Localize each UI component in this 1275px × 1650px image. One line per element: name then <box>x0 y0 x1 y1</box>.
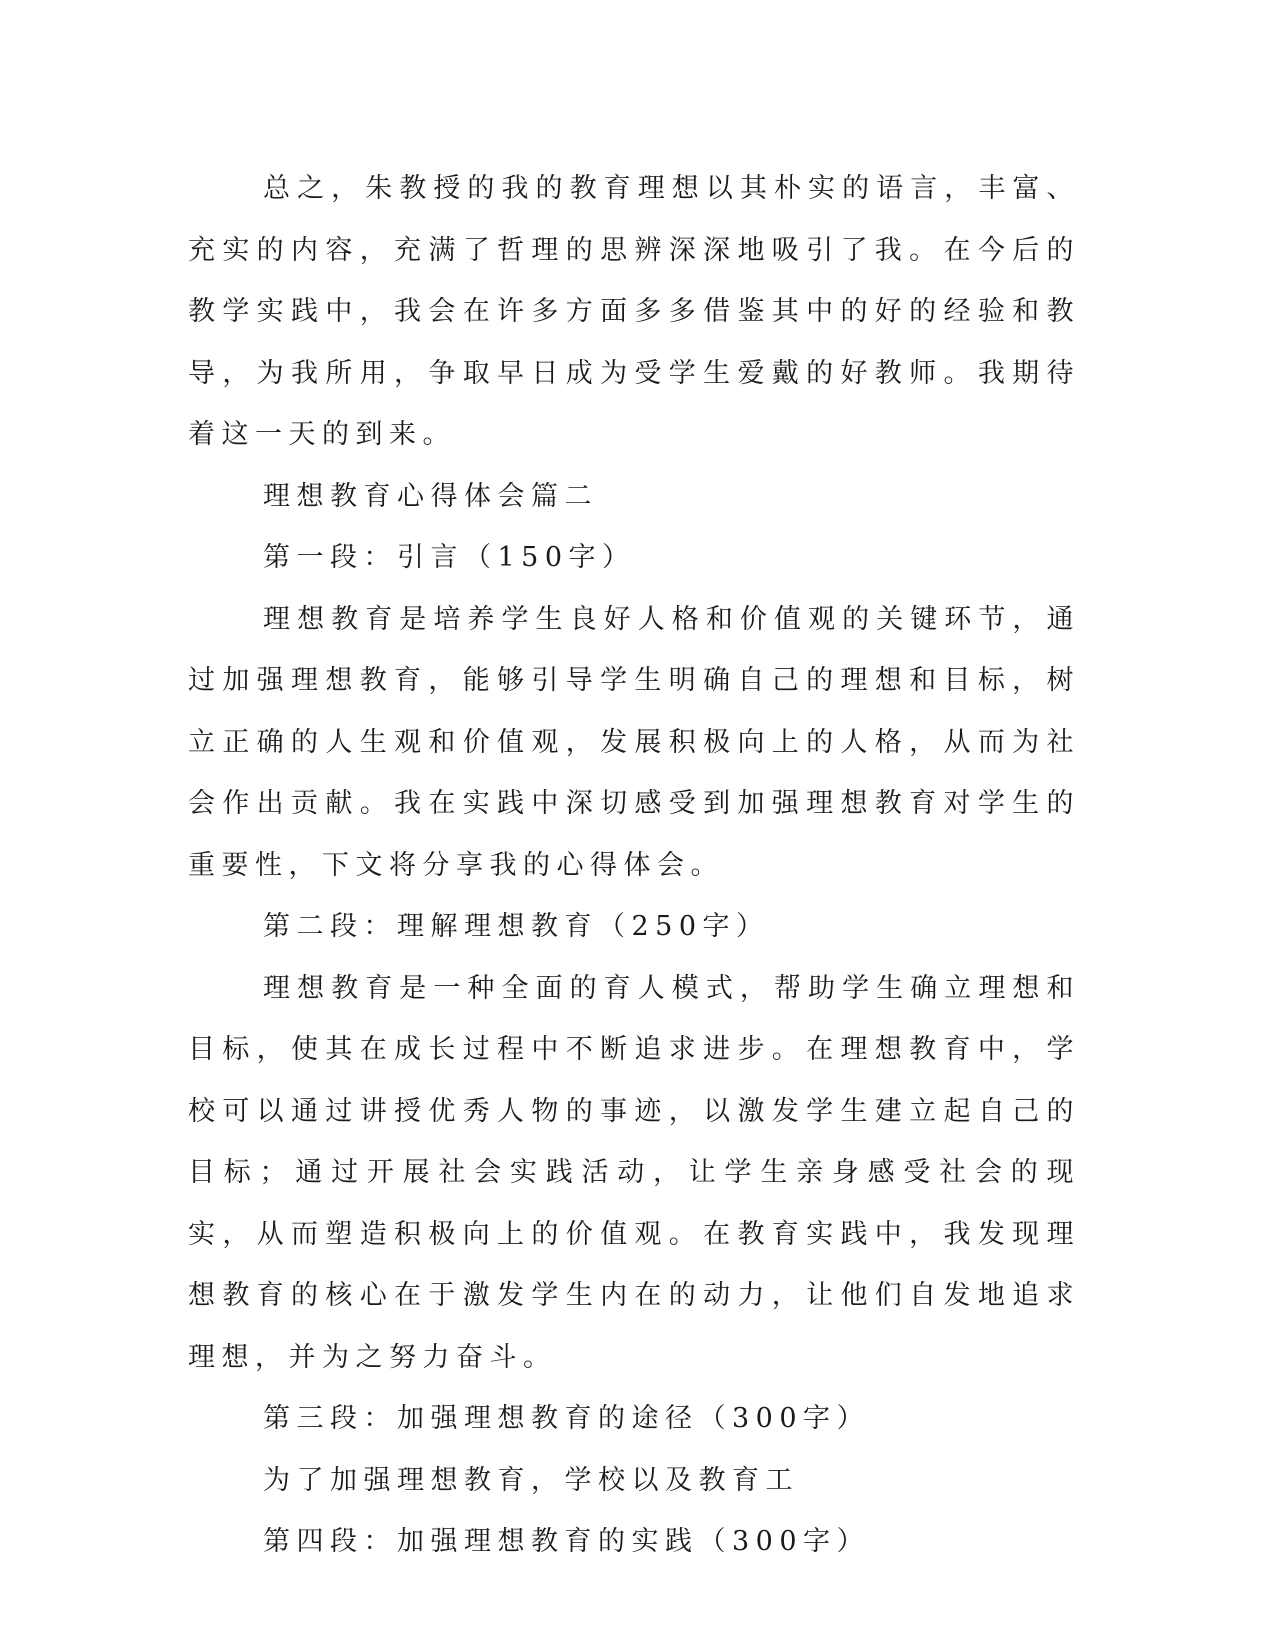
paragraph-introduction: 理想教育是培养学生良好人格和价值观的关键环节，通过加强理想教育，能够引导学生明确自己的理想和目标，树立正确的人生观和价值观，发展积极向上的人格，从而为社会作出贡献。我在实践中深切感受到加强理想教育对学生的重要性，下文将分享我的心得体会。 <box>188 603 1080 881</box>
heading-part-four: 第四段：加强理想教育的实践（300字） <box>263 1526 871 1557</box>
heading-part-two: 第二段：理解理想教育（250字） <box>263 911 770 942</box>
paragraph-conclusion: 总之，朱教授的我的教育理想以其朴实的语言，丰富、充实的内容，充满了哲理的思辨深深地吸引了我。在今后的教学实践中，我会在许多方面多多借鉴其中的好的经验和教导，为我所用，争取早日成为受学生爱戴的好教师。我期待着这一天的到来。 <box>188 173 1080 450</box>
heading-part-three: 第三段：加强理想教育的途径（300字） <box>263 1403 871 1434</box>
section-title: 理想教育心得体会篇二 <box>263 480 598 512</box>
paragraph-understanding: 理想教育是一种全面的育人模式，帮助学生确立理想和目标，使其在成长过程中不断追求进步。在理想教育中，学校可以通过讲授优秀人物的事迹，以激发学生建立起自己的目标；通过开展社会实践活动，让学生亲身感受社会的现实，从而塑造积极向上的价值观。在教育实践中，我发现理想教育的核心在于激发学生内在的动力，让他们自发地追求理想，并为之努力奋斗。 <box>188 972 1080 1373</box>
document-body <box>188 158 1080 1573</box>
paragraph-approaches: 为了加强理想教育，学校以及教育工 <box>263 1464 799 1496</box>
heading-part-one: 第一段：引言（150字） <box>263 542 636 573</box>
